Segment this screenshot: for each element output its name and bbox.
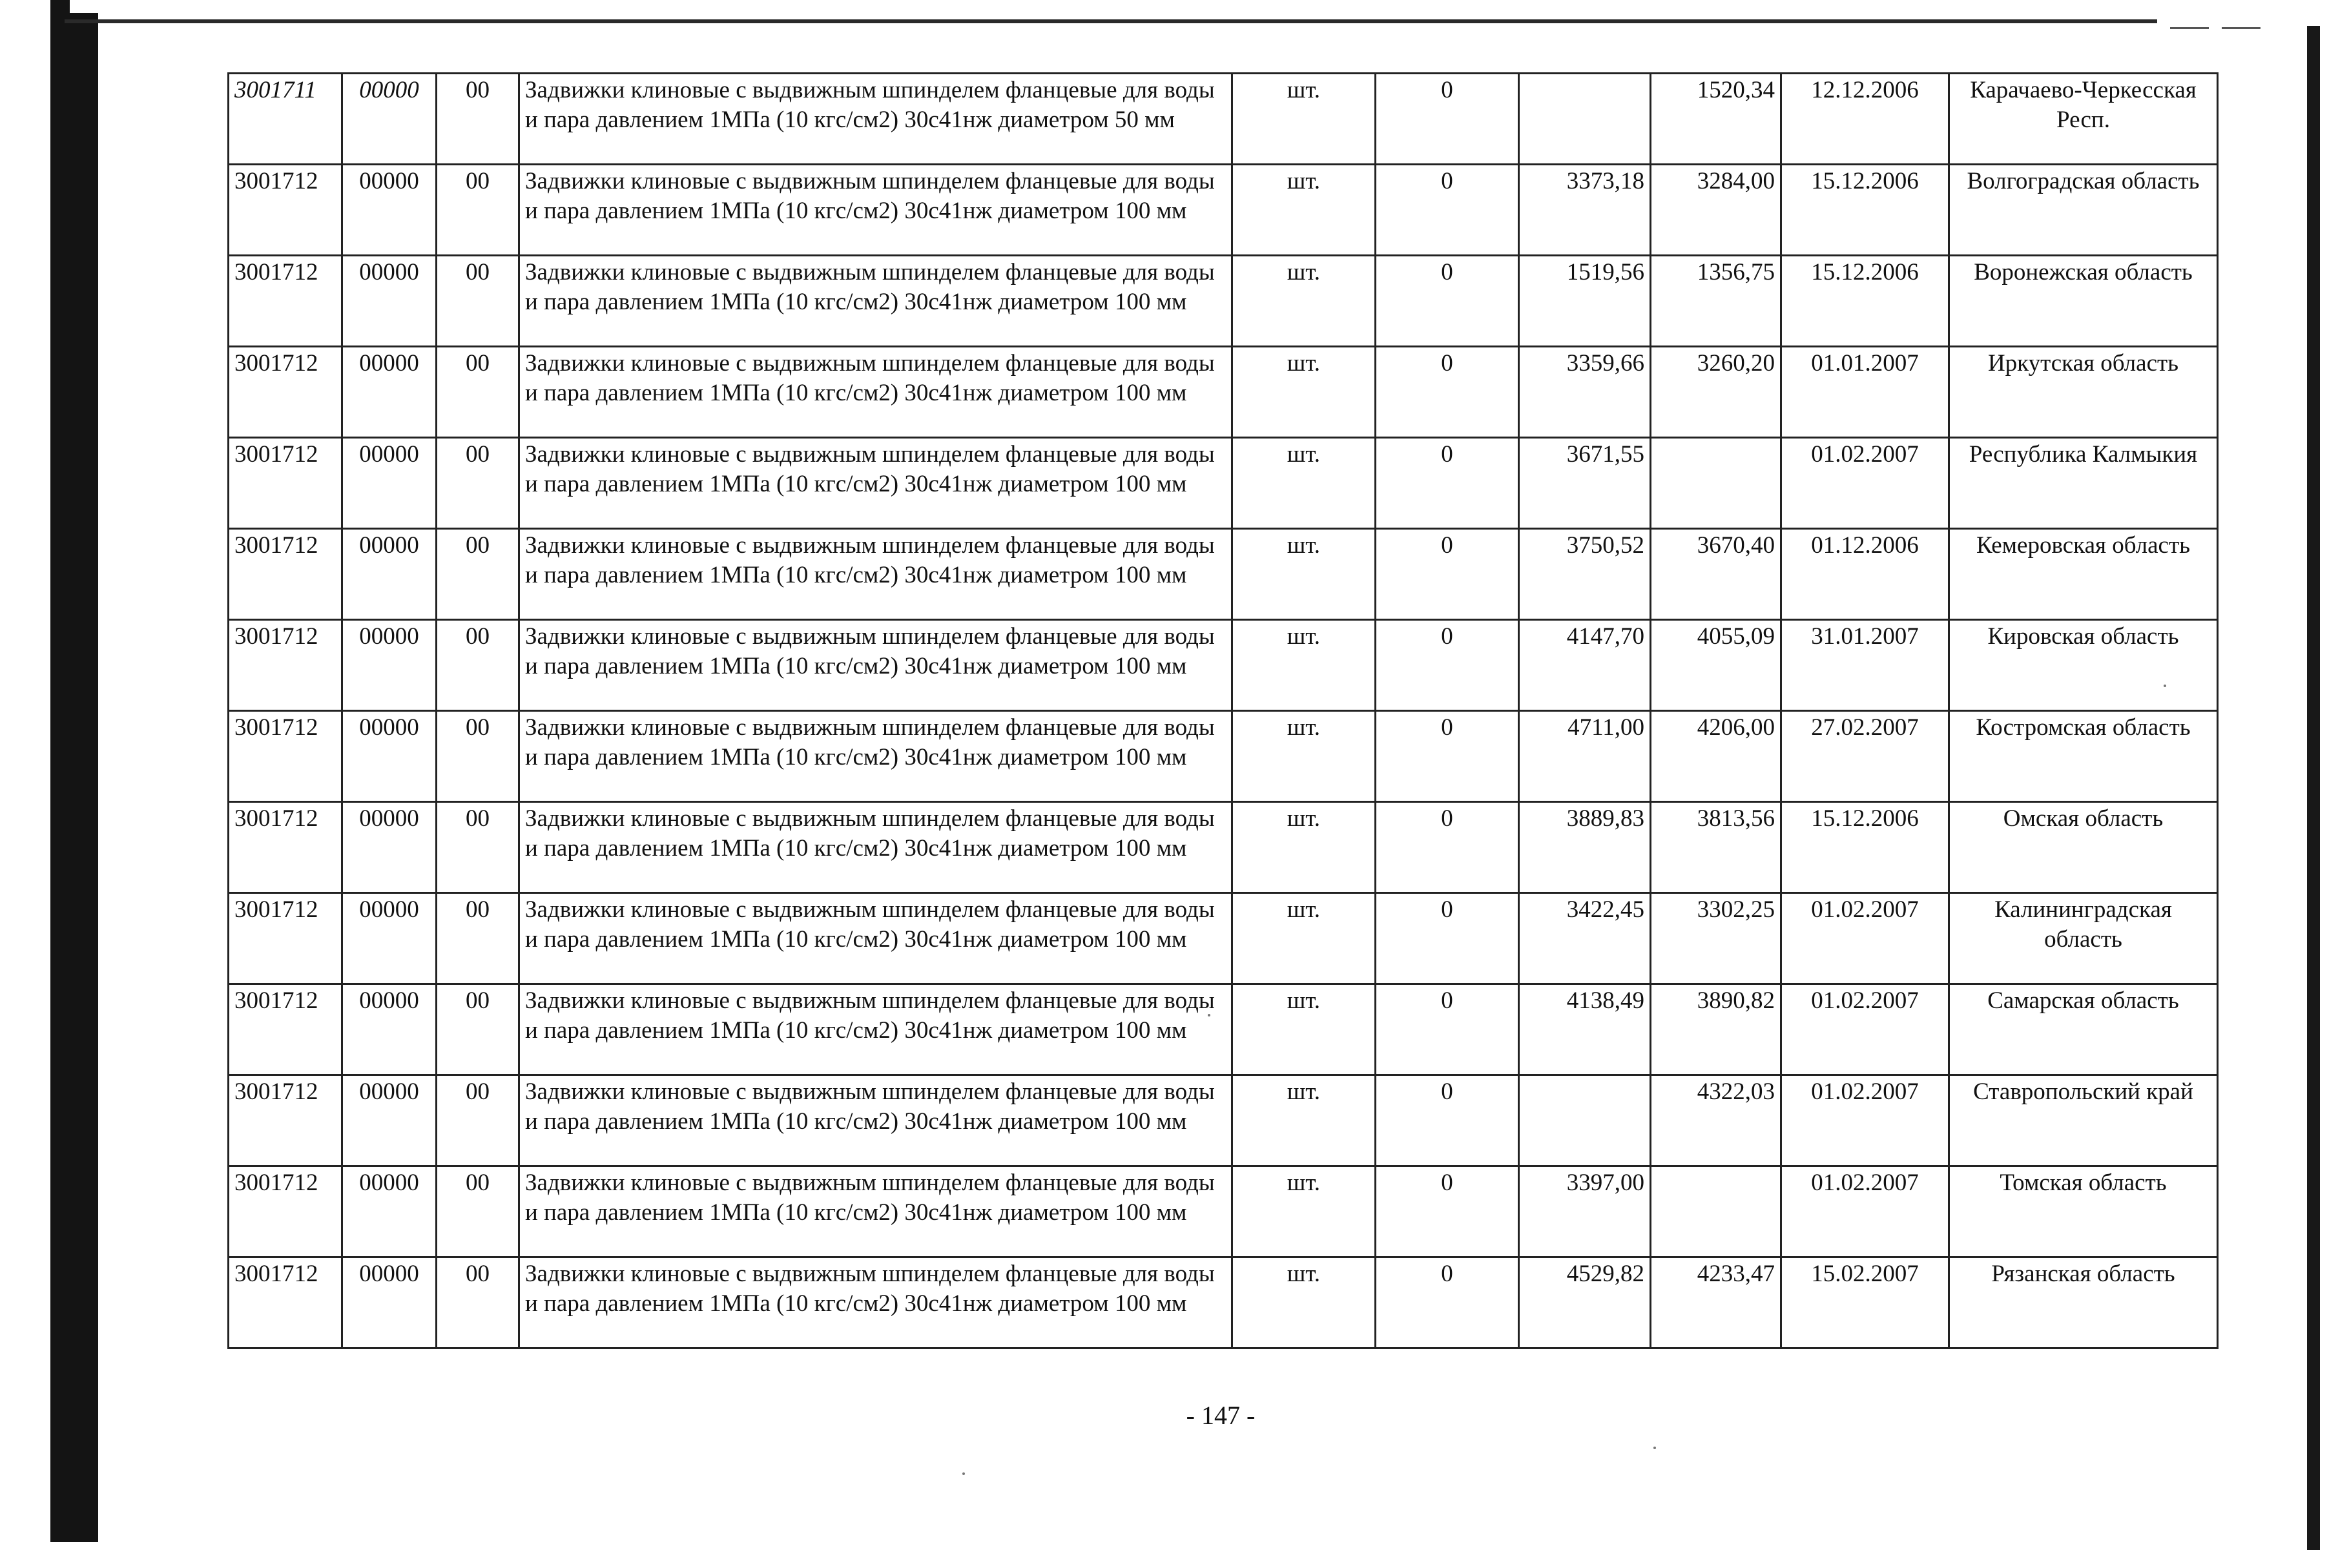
cell-quantity: 0 [1376, 1075, 1519, 1166]
cell-unit: шт. [1232, 1075, 1376, 1166]
cell-unit: шт. [1232, 256, 1376, 347]
table-row [229, 74, 2218, 165]
cell-variant: 00 [437, 1166, 519, 1257]
cell-code: 3001712 [229, 529, 342, 620]
table-row [229, 165, 2218, 256]
cell-price [1519, 1075, 1651, 1166]
cell-quantity: 0 [1376, 165, 1519, 256]
table-row [229, 802, 2218, 893]
cell-quantity: 0 [1376, 256, 1519, 347]
cell-code: 3001712 [229, 893, 342, 984]
cell-description: Задвижки клиновые с выдвижным шпинделем фланцевые для воды и пара давлением 1МПа (10 кгс/см2) 30с41нж диаметром 100 мм [519, 256, 1232, 347]
scan-speck [1208, 1014, 1210, 1016]
cell-description: Задвижки клиновые с выдвижным шпинделем фланцевые для воды и пара давлением 1МПа (10 кгс/см2) 30с41нж диаметром 100 мм [519, 165, 1232, 256]
cell-unit: шт. [1232, 620, 1376, 711]
cell-code: 3001712 [229, 256, 342, 347]
cell-unit: шт. [1232, 1257, 1376, 1348]
cell-price: 1520,34 [1651, 74, 1781, 165]
cell-quantity: 0 [1376, 802, 1519, 893]
cell-date: 15.02.2007 [1781, 1257, 1949, 1348]
cell-price: 3284,00 [1651, 165, 1781, 256]
cell-code: 3001711 [229, 74, 342, 165]
table-row [229, 893, 2218, 984]
cell-price: 3373,18 [1519, 165, 1651, 256]
cell-variant: 00 [437, 711, 519, 802]
cell-description: Задвижки клиновые с выдвижным шпинделем фланцевые для воды и пара давлением 1МПа (10 кгс/см2) 30с41нж диаметром 100 мм [519, 529, 1232, 620]
cell-date: 31.01.2007 [1781, 620, 1949, 711]
cell-subcode: 00000 [342, 620, 437, 711]
cell-price [1651, 438, 1781, 529]
cell-code: 3001712 [229, 1166, 342, 1257]
cell-price: 4147,70 [1519, 620, 1651, 711]
cell-date: 01.01.2007 [1781, 347, 1949, 438]
cell-description: Задвижки клиновые с выдвижным шпинделем фланцевые для воды и пара давлением 1МПа (10 кгс/см2) 30с41нж диаметром 100 мм [519, 893, 1232, 984]
cell-code: 3001712 [229, 620, 342, 711]
cell-description: Задвижки клиновые с выдвижным шпинделем фланцевые для воды и пара давлением 1МПа (10 кгс/см2) 30с41нж диаметром 100 мм [519, 1075, 1232, 1166]
cell-variant: 00 [437, 620, 519, 711]
cell-date: 01.02.2007 [1781, 1166, 1949, 1257]
cell-subcode: 00000 [342, 74, 437, 165]
cell-region: Воронежская область [1949, 256, 2218, 347]
cell-subcode: 00000 [342, 1075, 437, 1166]
cell-region: Кировская область [1949, 620, 2218, 711]
cell-subcode: 00000 [342, 711, 437, 802]
cell-date: 15.12.2006 [1781, 802, 1949, 893]
cell-region: Омская область [1949, 802, 2218, 893]
cell-price [1651, 1166, 1781, 1257]
cell-code: 3001712 [229, 1257, 342, 1348]
cell-price: 4711,00 [1519, 711, 1651, 802]
cell-price: 3890,82 [1651, 984, 1781, 1075]
scan-top-rule [65, 19, 2157, 23]
cell-region: Рязанская область [1949, 1257, 2218, 1348]
cell-unit: шт. [1232, 438, 1376, 529]
table-row [229, 438, 2218, 529]
cell-subcode: 00000 [342, 347, 437, 438]
cell-date: 01.02.2007 [1781, 438, 1949, 529]
cell-description: Задвижки клиновые с выдвижным шпинделем фланцевые для воды и пара давлением 1МПа (10 кгс/см2) 30с41нж диаметром 100 мм [519, 802, 1232, 893]
cell-region: Костромская область [1949, 711, 2218, 802]
cell-subcode: 00000 [342, 256, 437, 347]
table-row [229, 529, 2218, 620]
cell-date: 01.02.2007 [1781, 984, 1949, 1075]
cell-price: 4529,82 [1519, 1257, 1651, 1348]
table-row [229, 984, 2218, 1075]
cell-variant: 00 [437, 1075, 519, 1166]
cell-price: 4138,49 [1519, 984, 1651, 1075]
cell-price: 3750,52 [1519, 529, 1651, 620]
cell-subcode: 00000 [342, 438, 437, 529]
cell-subcode: 00000 [342, 165, 437, 256]
cell-region: Самарская область [1949, 984, 2218, 1075]
cell-date: 01.12.2006 [1781, 529, 1949, 620]
page-number: - 147 - [1186, 1401, 1256, 1430]
cell-quantity: 0 [1376, 620, 1519, 711]
cell-price: 3670,40 [1651, 529, 1781, 620]
cell-description: Задвижки клиновые с выдвижным шпинделем фланцевые для воды и пара давлением 1МПа (10 кгс/см2) 30с41нж диаметром 100 мм [519, 984, 1232, 1075]
cell-description: Задвижки клиновые с выдвижным шпинделем фланцевые для воды и пара давлением 1МПа (10 кгс/см2) 30с41нж диаметром 50 мм [519, 74, 1232, 165]
cell-price: 3813,56 [1651, 802, 1781, 893]
cell-unit: шт. [1232, 893, 1376, 984]
cell-unit: шт. [1232, 711, 1376, 802]
cell-description: Задвижки клиновые с выдвижным шпинделем фланцевые для воды и пара давлением 1МПа (10 кгс/см2) 30с41нж диаметром 100 мм [519, 1166, 1232, 1257]
cell-date: 15.12.2006 [1781, 256, 1949, 347]
cell-subcode: 00000 [342, 984, 437, 1075]
cell-unit: шт. [1232, 984, 1376, 1075]
cell-date: 27.02.2007 [1781, 711, 1949, 802]
table-row [229, 620, 2218, 711]
cell-price: 1519,56 [1519, 256, 1651, 347]
cell-code: 3001712 [229, 711, 342, 802]
cell-variant: 00 [437, 165, 519, 256]
cell-date: 12.12.2006 [1781, 74, 1949, 165]
table-row [229, 256, 2218, 347]
cell-description: Задвижки клиновые с выдвижным шпинделем фланцевые для воды и пара давлением 1МПа (10 кгс/см2) 30с41нж диаметром 100 мм [519, 347, 1232, 438]
cell-variant: 00 [437, 529, 519, 620]
cell-price: 3260,20 [1651, 347, 1781, 438]
cell-price [1519, 74, 1651, 165]
cell-region: Ставропольский край [1949, 1075, 2218, 1166]
cell-date: 01.02.2007 [1781, 1075, 1949, 1166]
cell-subcode: 00000 [342, 802, 437, 893]
cell-description: Задвижки клиновые с выдвижным шпинделем фланцевые для воды и пара давлением 1МПа (10 кгс/см2) 30с41нж диаметром 100 мм [519, 620, 1232, 711]
table-row [229, 1166, 2218, 1257]
cell-unit: шт. [1232, 165, 1376, 256]
cell-price: 3397,00 [1519, 1166, 1651, 1257]
cell-variant: 00 [437, 893, 519, 984]
scan-speck [2164, 685, 2166, 687]
cell-description: Задвижки клиновые с выдвижным шпинделем фланцевые для воды и пара давлением 1МПа (10 кгс/см2) 30с41нж диаметром 100 мм [519, 438, 1232, 529]
cell-date: 01.02.2007 [1781, 893, 1949, 984]
cell-quantity: 0 [1376, 893, 1519, 984]
cell-unit: шт. [1232, 802, 1376, 893]
cell-quantity: 0 [1376, 438, 1519, 529]
cell-price: 4233,47 [1651, 1257, 1781, 1348]
cell-price: 3422,45 [1519, 893, 1651, 984]
cell-region: Кемеровская область [1949, 529, 2218, 620]
price-table [227, 72, 2219, 1349]
cell-variant: 00 [437, 347, 519, 438]
cell-code: 3001712 [229, 438, 342, 529]
cell-quantity: 0 [1376, 1257, 1519, 1348]
cell-region: Калининградская область [1949, 893, 2218, 984]
table-body [229, 74, 2218, 1348]
cell-quantity: 0 [1376, 529, 1519, 620]
table-row [229, 347, 2218, 438]
table-row [229, 711, 2218, 802]
cell-region: Карачаево-Черкесская Респ. [1949, 74, 2218, 165]
cell-subcode: 00000 [342, 1257, 437, 1348]
scan-speck [962, 1472, 965, 1475]
cell-code: 3001712 [229, 984, 342, 1075]
cell-code: 3001712 [229, 165, 342, 256]
scan-top-rule [2170, 27, 2209, 29]
scan-edge-shadow [50, 13, 98, 1542]
cell-code: 3001712 [229, 1075, 342, 1166]
cell-price: 4055,09 [1651, 620, 1781, 711]
cell-quantity: 0 [1376, 984, 1519, 1075]
cell-region: Томская область [1949, 1166, 2218, 1257]
cell-variant: 00 [437, 802, 519, 893]
cell-code: 3001712 [229, 347, 342, 438]
cell-variant: 00 [437, 438, 519, 529]
cell-price: 1356,75 [1651, 256, 1781, 347]
cell-subcode: 00000 [342, 1166, 437, 1257]
cell-variant: 00 [437, 1257, 519, 1348]
cell-price: 3889,83 [1519, 802, 1651, 893]
cell-unit: шт. [1232, 347, 1376, 438]
cell-date: 15.12.2006 [1781, 165, 1949, 256]
table-row [229, 1257, 2218, 1348]
cell-price: 4206,00 [1651, 711, 1781, 802]
cell-quantity: 0 [1376, 711, 1519, 802]
cell-region: Республика Калмыкия [1949, 438, 2218, 529]
cell-variant: 00 [437, 256, 519, 347]
cell-price: 4322,03 [1651, 1075, 1781, 1166]
cell-unit: шт. [1232, 1166, 1376, 1257]
cell-unit: шт. [1232, 529, 1376, 620]
cell-description: Задвижки клиновые с выдвижным шпинделем фланцевые для воды и пара давлением 1МПа (10 кгс/см2) 30с41нж диаметром 100 мм [519, 711, 1232, 802]
table-row [229, 1075, 2218, 1166]
cell-subcode: 00000 [342, 529, 437, 620]
cell-variant: 00 [437, 984, 519, 1075]
cell-price: 3671,55 [1519, 438, 1651, 529]
cell-unit: шт. [1232, 74, 1376, 165]
cell-quantity: 0 [1376, 347, 1519, 438]
scan-speck [1653, 1447, 1656, 1449]
cell-price: 3302,25 [1651, 893, 1781, 984]
cell-description: Задвижки клиновые с выдвижным шпинделем фланцевые для воды и пара давлением 1МПа (10 кгс/см2) 30с41нж диаметром 100 мм [519, 1257, 1232, 1348]
cell-region: Иркутская область [1949, 347, 2218, 438]
cell-region: Волгоградская область [1949, 165, 2218, 256]
scan-top-rule [2222, 27, 2260, 29]
cell-subcode: 00000 [342, 893, 437, 984]
cell-variant: 00 [437, 74, 519, 165]
cell-price: 3359,66 [1519, 347, 1651, 438]
cell-quantity: 0 [1376, 1166, 1519, 1257]
cell-quantity: 0 [1376, 74, 1519, 165]
scan-edge-shadow [2307, 26, 2320, 1550]
cell-code: 3001712 [229, 802, 342, 893]
